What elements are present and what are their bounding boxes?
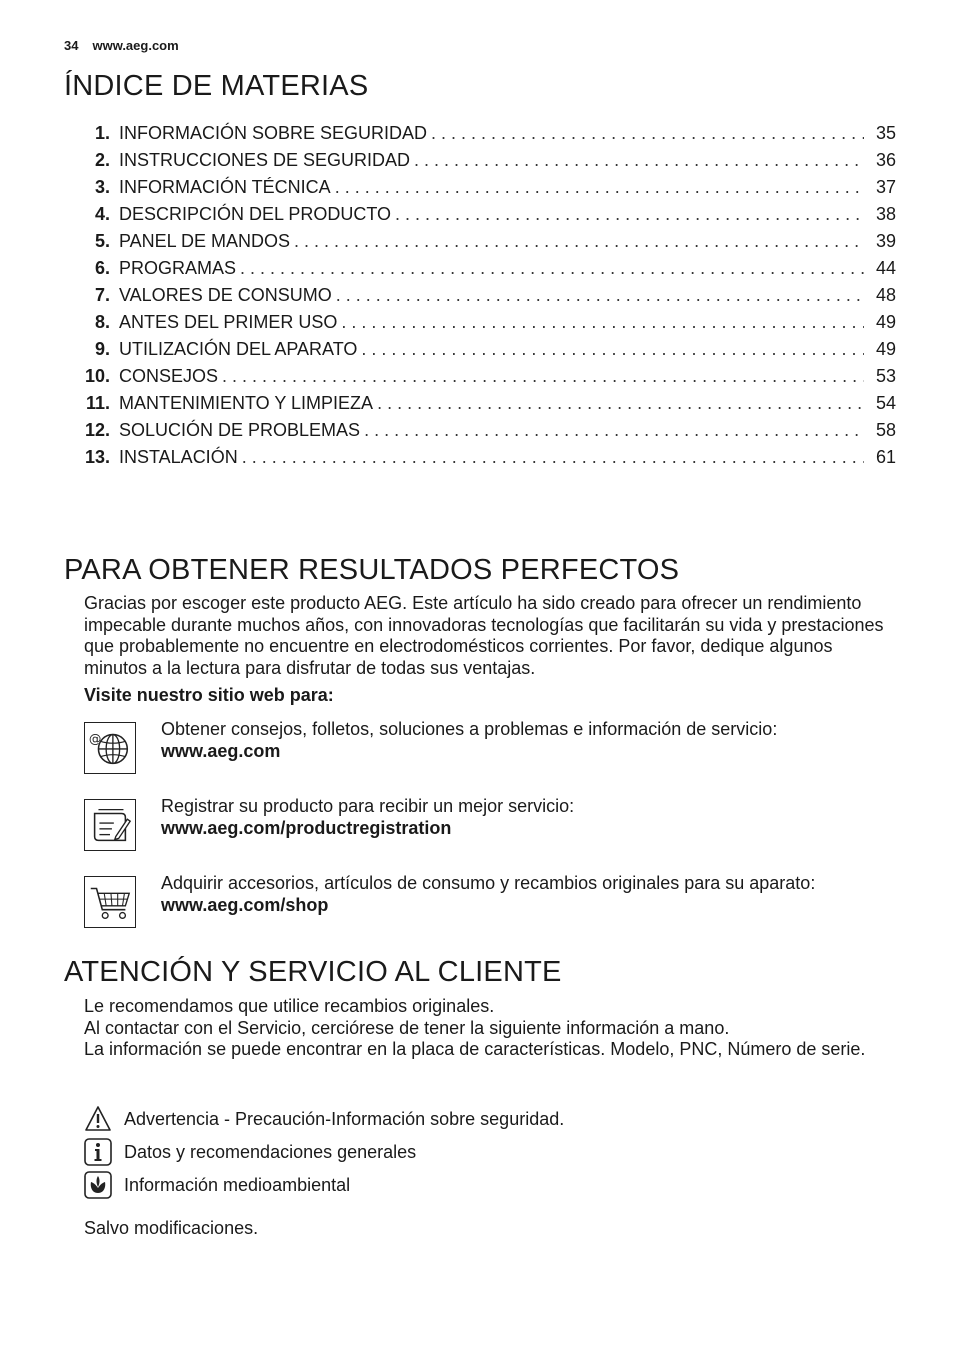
shopping-cart-icon [84,876,136,928]
service-title: ATENCIÓN Y SERVICIO AL CLIENTE [64,956,562,988]
toc-item-page: 35 [875,123,896,143]
toc-item-page: 54 [875,393,896,413]
footer-note: Salvo modificaciones. [84,1218,259,1238]
toc-leader-dots [341,309,864,336]
toc-item[interactable] [78,201,896,228]
toc-item[interactable] [78,228,896,255]
toc-leader-dots [361,336,864,363]
visit-label: Visite nuestro sitio web para: [84,685,334,705]
toc-item-page: 61 [875,447,896,467]
toc-leader-dots [242,444,864,471]
toc-item-number: 9. [94,339,110,359]
service-line: La información se puede encontrar en la placa de características. Modelo, PNC, Número de serie. [84,1039,866,1059]
toc-item[interactable] [78,120,896,147]
link-item-info [161,719,901,762]
toc-item-number: 12. [84,420,110,440]
toc-item-number: 6. [94,258,110,278]
registration-icon [84,799,136,851]
toc-item-title: INSTALACIÓN [119,447,238,467]
toc-item[interactable] [78,390,896,417]
toc-leader-dots [336,282,864,309]
table-of-contents [78,120,896,471]
toc-item-title: INFORMACIÓN SOBRE SEGURIDAD [119,123,428,143]
toc-leader-dots [395,201,864,228]
toc-item-number: 7. [94,285,110,305]
toc-leader-dots [414,147,864,174]
link-url-aeg[interactable]: www.aeg.com [161,740,281,761]
results-title: PARA OBTENER RESULTADOS PERFECTOS [64,554,680,586]
toc-leader-dots [364,417,864,444]
symbol-row-environment [84,1170,350,1200]
toc-leader-dots [431,120,864,147]
toc-item-title: PROGRAMAS [119,258,237,278]
toc-item[interactable] [78,444,896,471]
toc-item-number: 2. [94,150,110,170]
toc-item-title: ANTES DEL PRIMER USO [119,312,338,332]
svg-text:@: @ [88,731,102,747]
toc-item-number: 8. [94,312,110,332]
link-item-shop [161,873,901,916]
toc-item-title: CONSEJOS [119,366,219,386]
toc-item-title: DESCRIPCIÓN DEL PRODUCTO [119,204,392,224]
toc-item-page: 58 [875,420,896,440]
toc-item-number: 3. [94,177,110,197]
link-url-shop[interactable]: www.aeg.com/shop [161,894,329,915]
toc-item-page: 49 [875,312,896,332]
toc-leader-dots [222,363,864,390]
toc-item[interactable] [78,147,896,174]
toc-leader-dots [335,174,864,201]
symbol-text: Advertencia - Precaución-Información sobre seguridad. [124,1108,565,1129]
toc-item-title: VALORES DE CONSUMO [119,285,332,305]
toc-item-title: INFORMACIÓN TÉCNICA [119,177,331,197]
toc-leader-dots [377,390,864,417]
service-body [84,996,884,1061]
symbol-text: Información medioambiental [124,1174,351,1195]
symbol-text: Datos y recomendaciones generales [124,1141,417,1162]
globe-icon [84,722,136,774]
info-icon [84,1138,112,1166]
toc-item-page: 36 [875,150,896,170]
toc-item-page: 48 [875,285,896,305]
toc-item-title: MANTENIMIENTO Y LIMPIEZA [119,393,374,413]
warning-icon [84,1105,112,1133]
toc-item-title: INSTRUCCIONES DE SEGURIDAD [119,150,411,170]
toc-item[interactable] [78,309,896,336]
toc-item-page: 38 [875,204,896,224]
page-number: 34 [64,38,79,53]
link-description: Registrar su producto para recibir un mejor servicio: [161,796,575,816]
header-site: www.aeg.com [92,38,179,53]
toc-item-number: 4. [94,204,110,224]
toc-leader-dots [294,228,864,255]
toc-title: ÍNDICE DE MATERIAS [64,70,369,102]
toc-item[interactable] [78,417,896,444]
link-url-registration[interactable]: www.aeg.com/productregistration [161,817,452,838]
toc-item-number: 1. [94,123,110,143]
results-intro: Gracias por escoger este producto AEG. Este artículo ha sido creado para ofrecer un rendimiento impecable durante muchos años, con innovadoras tecnologías que facilitarán su vida y prestaciones que probablemente no encuentre en electrodomésticos corrientes. Por favor, dedique algunos minutos a la lectura para disfrutar de todas sus ventajas. [84,593,884,678]
toc-leader-dots [240,255,864,282]
toc-item-number: 11. [85,393,110,413]
toc-item-number: 5. [94,231,110,251]
toc-item-number: 13. [84,447,110,467]
toc-item[interactable] [78,363,896,390]
toc-item-title: UTILIZACIÓN DEL APARATO [119,339,358,359]
service-line: Le recomendamos que utilice recambios originales. [84,996,495,1016]
link-description: Obtener consejos, folletos, soluciones a problemas e información de servicio: [161,719,778,739]
environment-icon [84,1171,112,1199]
toc-item-number: 10. [84,366,110,386]
toc-item-page: 39 [875,231,896,251]
toc-item[interactable] [78,255,896,282]
link-item-registration [161,796,901,839]
toc-item-page: 49 [875,339,896,359]
toc-item-page: 44 [875,258,896,278]
toc-item[interactable] [78,336,896,363]
toc-item-page: 53 [875,366,896,386]
toc-item[interactable] [78,174,896,201]
symbol-row-info [84,1137,416,1167]
toc-item[interactable] [78,282,896,309]
symbol-row-warning [84,1104,564,1134]
link-description: Adquirir accesorios, artículos de consumo y recambios originales para su aparato: [161,873,816,893]
service-line: Al contactar con el Servicio, cerciórese de tener la siguiente información a mano. [84,1017,730,1038]
toc-item-title: SOLUCIÓN DE PROBLEMAS [119,420,361,440]
page-header [64,38,179,53]
toc-item-title: PANEL DE MANDOS [119,231,291,251]
toc-item-page: 37 [875,177,896,197]
